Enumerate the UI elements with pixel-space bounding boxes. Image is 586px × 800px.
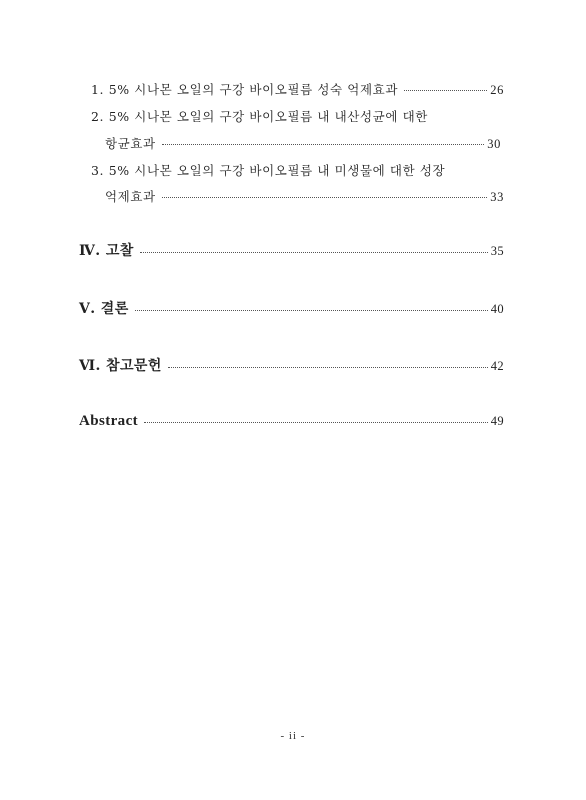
toc-entry-conclusion[interactable] <box>79 298 504 318</box>
dot-leader <box>162 197 488 198</box>
toc-entry-1-page: 26 <box>490 83 504 97</box>
dot-leader <box>135 310 488 311</box>
toc-entry-discussion-title: Ⅳ. 고찰 <box>79 243 134 259</box>
toc-entry-2[interactable] <box>105 134 501 152</box>
toc-entry-3-continuation: 억제효과 <box>105 189 156 204</box>
dot-leader <box>404 90 487 91</box>
toc-entry-1-title: 1. 5% 시나몬 오일의 구강 바이오필름 성숙 억제효과 <box>91 82 398 97</box>
toc-entry-3-title[interactable]: 3. 5% 시나몬 오일의 구강 바이오필름 내 미생물에 대한 성장 <box>91 163 446 178</box>
toc-entry-abstract-title: Abstract <box>79 413 139 429</box>
toc-entry-conclusion-page: 40 <box>490 302 504 316</box>
toc-entry-3[interactable] <box>105 187 504 205</box>
dot-leader <box>162 144 485 145</box>
toc-entry-discussion[interactable] <box>79 240 504 260</box>
dot-leader <box>168 367 488 368</box>
toc-entry-abstract[interactable] <box>79 413 504 430</box>
dot-leader <box>144 422 488 423</box>
toc-entry-references[interactable] <box>79 355 504 375</box>
dot-leader <box>140 252 488 253</box>
toc-entry-1[interactable] <box>91 80 504 98</box>
toc-entry-3-page: 33 <box>490 190 504 204</box>
page-number: - ii - <box>280 730 306 742</box>
toc-entry-conclusion-title: Ⅴ. 결론 <box>79 301 129 317</box>
toc-entry-abstract-page: 49 <box>490 414 504 428</box>
toc-entry-discussion-page: 35 <box>490 244 504 258</box>
toc-entry-2-page: 30 <box>487 137 501 151</box>
toc-entry-references-title: Ⅵ. 참고문헌 <box>79 358 162 374</box>
toc-entry-2-title[interactable]: 2. 5% 시나몬 오일의 구강 바이오필름 내 내산성균에 대한 <box>91 109 428 124</box>
toc-entry-references-page: 42 <box>490 359 504 373</box>
toc-entry-2-continuation: 항균효과 <box>105 136 156 151</box>
